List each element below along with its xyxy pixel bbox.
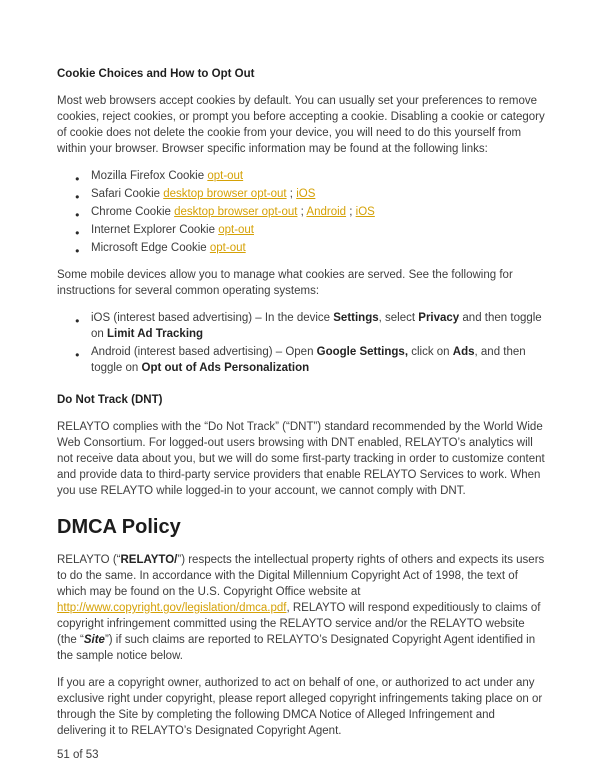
edge-opt-out-link[interactable]: opt-out	[209, 242, 246, 254]
chrome-android-opt-out-link[interactable]: Android	[306, 206, 347, 218]
item-label: Chrome Cookie	[91, 206, 175, 218]
separator: ;	[286, 188, 297, 200]
item-bold-text: Limit Ad Tracking	[107, 328, 204, 340]
dnt-heading: Do Not Track (DNT)	[57, 394, 163, 406]
paragraph-text: RELAYTO (“	[57, 554, 121, 566]
item-text: click on	[408, 346, 453, 358]
dnt-paragraph: RELAYTO complies with the “Do Not Track” (“DNT”) standard recommended by the World Wide Web Consortium. For logged-out users browsing with DNT enabled, RELAYTO’s analytics will not receive data about you, but we will do some first-party tracking in order to customize content and provide data to third-party service providers that enable RELAYTO Services to work. When you use RELAYTO while logged-in to your account, we cannot comply with DNT.	[57, 421, 545, 497]
item-label: Microsoft Edge Cookie	[91, 242, 210, 254]
paragraph-text: ”) if such claims are reported to RELAYTO’s Designated Copyright Agent identified in the sample notice below.	[57, 634, 536, 662]
item-bold-text: Google Settings,	[316, 346, 409, 358]
item-bold-text: Privacy	[418, 312, 460, 324]
relayto-bold-text: RELAYTO/	[120, 554, 178, 566]
mobile-cookies-paragraph: Some mobile devices allow you to manage what cookies are served. See the following for instructions for several common operating systems:	[57, 269, 513, 297]
list-item-safari	[75, 186, 545, 202]
item-bold-text: Ads	[452, 346, 475, 358]
site-bold-italic-text: Site	[83, 634, 105, 646]
item-label: Internet Explorer Cookie	[91, 224, 219, 236]
separator: ;	[346, 206, 356, 218]
firefox-opt-out-link[interactable]: opt-out	[207, 170, 244, 182]
dmca-paragraph-1	[57, 552, 545, 664]
dmca-paragraph-2: If you are a copyright owner, authorized to act on behalf of one, or authorized to act under any exclusive right under copyright, please report alleged copyright infringements taking place on or through the Site by completing the following DMCA Notice of Alleged Infringement and delivering it to RELAYTO’s Designated Copyright Agent.	[57, 677, 543, 737]
copyright-gov-dmca-link[interactable]: http://www.copyright.gov/legislation/dmca.pdf	[57, 602, 287, 614]
item-text: , and then toggle on	[91, 346, 526, 374]
list-item-internet-explorer	[75, 222, 545, 238]
paragraph-text: ”) respects the intellectual property rights of others and expects its users to do the same. In accordance with the Digital Millennium Copyright Act of 1998, the text of which may be found on the U.S. Copyright Office website at	[57, 554, 545, 598]
dmca-policy-heading: DMCA Policy	[57, 516, 181, 538]
page-number: 51 of 53	[57, 749, 99, 761]
mobile-os-list	[57, 310, 545, 376]
safari-ios-opt-out-link[interactable]: iOS	[296, 188, 316, 200]
item-text: , select	[378, 312, 419, 324]
browser-cookie-list	[57, 168, 545, 256]
cookie-choices-heading: Cookie Choices and How to Opt Out	[57, 68, 255, 80]
safari-desktop-opt-out-link[interactable]: desktop browser opt-out	[163, 188, 287, 200]
separator: ;	[297, 206, 307, 218]
item-label: Mozilla Firefox Cookie	[91, 170, 208, 182]
item-text: iOS (interest based advertising) – In the device	[91, 312, 334, 324]
ie-opt-out-link[interactable]: opt-out	[218, 224, 255, 236]
list-item-android-advertising	[75, 344, 545, 376]
chrome-desktop-opt-out-link[interactable]: desktop browser opt-out	[174, 206, 298, 218]
cookie-intro-paragraph: Most web browsers accept cookies by default. You can usually set your preferences to remove cookies, reject cookies, or prompt you before accepting a cookie. Disabling a cookie or category of cookie does not delete the cookie from your device, you will need to do this yourself from within your browser. Browser specific information may be found at the following links:	[57, 95, 545, 155]
list-item-firefox	[75, 168, 545, 184]
item-bold-text: Opt out of Ads Personalization	[141, 362, 310, 374]
list-item-chrome	[75, 204, 545, 220]
item-text: Android (interest based advertising) – Open	[91, 346, 317, 358]
list-item-ios-advertising	[75, 310, 545, 342]
item-label: Safari Cookie	[91, 188, 164, 200]
paragraph-text: , RELAYTO will respond expeditiously to claims of copyright infringement committed using the RELAYTO service and/or the RELAYTO website (the “	[57, 602, 541, 646]
item-bold-text: Settings	[333, 312, 379, 324]
item-text: and then toggle on	[91, 312, 542, 340]
list-item-edge	[75, 240, 545, 256]
chrome-ios-opt-out-link[interactable]: iOS	[355, 206, 375, 218]
